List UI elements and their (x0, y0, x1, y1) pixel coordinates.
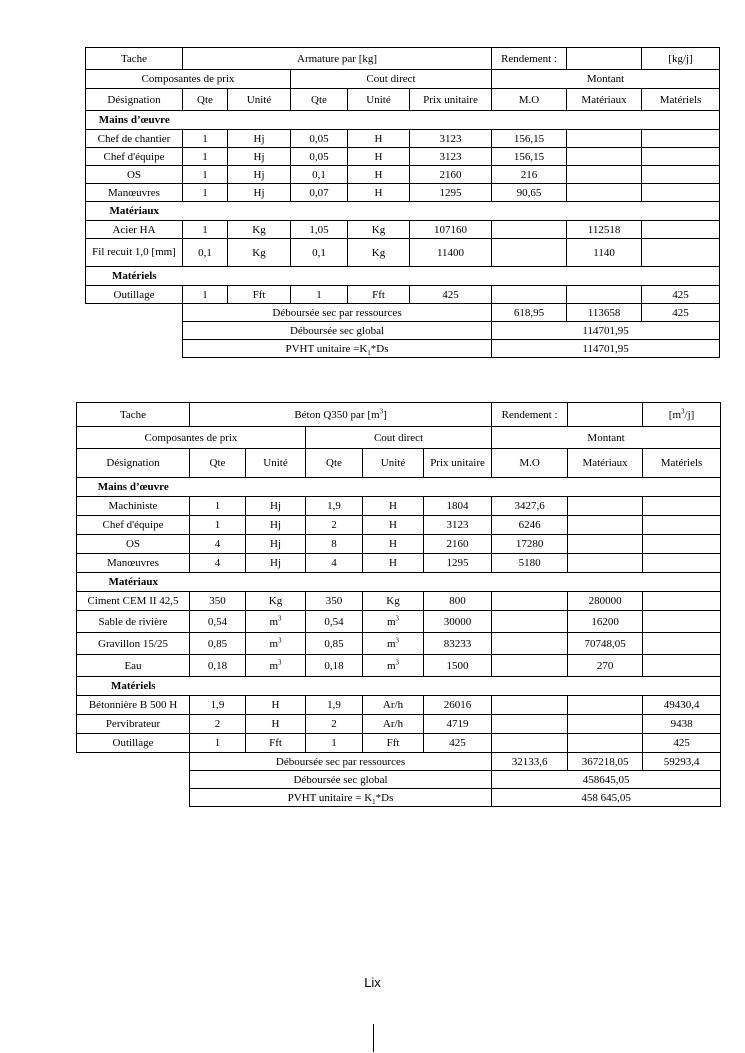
cell-prix-unitaire: 1804 (424, 497, 492, 516)
cell-mo: 5180 (492, 554, 568, 573)
cell-unite-2: H (348, 166, 410, 184)
cell-qte: 4 (190, 535, 246, 554)
table-row (77, 696, 721, 715)
cell-materiaux (567, 286, 642, 304)
cell-designation: Gravillon 15/25 (77, 633, 190, 655)
cell-mo (492, 715, 568, 734)
cell-unite-2: H (363, 554, 424, 573)
cell-unite: Fft (228, 286, 291, 304)
blank-cell (86, 340, 183, 358)
cell-qte: 1,9 (190, 696, 246, 715)
cell-unite: $m^3$ (246, 633, 306, 655)
cell-materiaux: 70748,05 (568, 633, 643, 655)
cell-qte-2: 0,05 (291, 148, 348, 166)
cell-mo (492, 655, 568, 677)
cell-mo: 90,65 (492, 184, 567, 202)
cell-materiaux: 112518 (567, 221, 642, 239)
cell-materiaux (568, 715, 643, 734)
rendement-value (568, 403, 643, 427)
group-header-row (77, 427, 721, 449)
col-unite: Unité (228, 89, 291, 111)
col-unite: Unité (246, 449, 306, 478)
cell-materiaux (567, 148, 642, 166)
col-materiaux: Matériaux (568, 449, 643, 478)
table-row (86, 130, 720, 148)
group-header-row (86, 70, 720, 89)
section-title: Mains d’œuvre (86, 111, 183, 130)
table-row (86, 184, 720, 202)
cell-designation: Acier HA (86, 221, 183, 239)
cell-qte-2: 8 (306, 535, 363, 554)
cell-materiels: 9438 (643, 715, 721, 734)
table-row (77, 497, 721, 516)
cell-designation: Ciment CEM II 42,5 (77, 592, 190, 611)
cell-unite: Kg (246, 592, 306, 611)
col-materiaux: Matériaux (567, 89, 642, 111)
table-row (86, 286, 720, 304)
cell-unite: Kg (228, 221, 291, 239)
cell-qte-2: 0,18 (306, 655, 363, 677)
ressources-materiels: 59293,4 (643, 753, 721, 771)
cell-unite-2: $m^3$ (363, 655, 424, 677)
ressources-materiaux: 113658 (567, 304, 642, 322)
cell-materiels (643, 497, 721, 516)
composantes-header: Composantes de prix (86, 70, 291, 89)
col-mo: M.O (492, 89, 567, 111)
cell-designation: Outillage (86, 286, 183, 304)
cell-materiels (643, 554, 721, 573)
cell-materiaux (568, 535, 643, 554)
cell-designation: Chef de chantier (86, 130, 183, 148)
cell-qte-2: 4 (306, 554, 363, 573)
cell-qte: 1 (183, 184, 228, 202)
section-row (77, 677, 721, 696)
cell-designation: Sable de rivière (77, 611, 190, 633)
col-qte-2: Qte (306, 449, 363, 478)
section-title: Mains d’œuvre (77, 478, 190, 497)
armature-price-table (85, 47, 720, 358)
cout-direct-header: Cout direct (306, 427, 492, 449)
cell-unite-2: H (348, 130, 410, 148)
section-fill (190, 573, 721, 592)
pvht-row (77, 789, 721, 807)
global-value: 114701,95 (492, 322, 720, 340)
cell-prix-unitaire: 30000 (424, 611, 492, 633)
cell-designation: OS (86, 166, 183, 184)
cell-qte-2: 0,85 (306, 633, 363, 655)
cell-mo (492, 611, 568, 633)
global-value: 458645,05 (492, 771, 721, 789)
cell-unite-2: H (348, 148, 410, 166)
ressources-label: Déboursée sec par ressources (183, 304, 492, 322)
cell-qte-2: 2 (306, 715, 363, 734)
cell-materiaux: 270 (568, 655, 643, 677)
ressources-total-row (77, 753, 721, 771)
cell-prix-unitaire: 83233 (424, 633, 492, 655)
task-value: Armature par [kg] (183, 48, 492, 70)
cell-materiaux (567, 184, 642, 202)
blank-cell (77, 789, 190, 807)
cell-mo (492, 734, 568, 753)
cell-prix-unitaire: 800 (424, 592, 492, 611)
cell-unite-2: H (348, 184, 410, 202)
cell-materiaux (567, 166, 642, 184)
cell-unite-2: Fft (348, 286, 410, 304)
cell-designation: Fil recuit 1,0 [mm] (86, 239, 183, 267)
cell-mo (492, 633, 568, 655)
cell-qte-2: 2 (306, 516, 363, 535)
montant-header: Montant (492, 70, 720, 89)
cell-materiels (643, 611, 721, 633)
table-row (77, 734, 721, 753)
cell-unite-2: Fft (363, 734, 424, 753)
cell-unite: $m^3$ (246, 611, 306, 633)
cell-unite: Fft (246, 734, 306, 753)
col-qte-2: Qte (291, 89, 348, 111)
cell-prix-unitaire: 107160 (410, 221, 492, 239)
col-prix-unitaire: Prix unitaire (410, 89, 492, 111)
cell-unite: H (246, 715, 306, 734)
cell-unite-2: Kg (348, 239, 410, 267)
col-unite-2: Unité (348, 89, 410, 111)
table-row (77, 611, 721, 633)
rendement-label: Rendement : (492, 48, 567, 70)
cell-unite-2: Kg (363, 592, 424, 611)
cell-materiels: 425 (642, 286, 720, 304)
pvht-value: 458 645,05 (492, 789, 721, 807)
cell-unite: Hj (228, 184, 291, 202)
cell-mo: 3427,6 (492, 497, 568, 516)
cell-qte-2: 350 (306, 592, 363, 611)
cell-unite: Hj (246, 497, 306, 516)
task-label: Tache (86, 48, 183, 70)
cell-mo: 6246 (492, 516, 568, 535)
task-label: Tache (77, 403, 190, 427)
cell-unite-2: $m^3$ (363, 611, 424, 633)
ressources-label: Déboursée sec par ressources (190, 753, 492, 771)
section-row (77, 478, 721, 497)
cell-unite: Hj (228, 166, 291, 184)
cell-qte-2: 1,05 (291, 221, 348, 239)
cell-materiaux (568, 516, 643, 535)
cell-prix-unitaire: 4719 (424, 715, 492, 734)
ressources-mo: 618,95 (492, 304, 567, 322)
cell-materiels (643, 655, 721, 677)
cell-prix-unitaire: 2160 (410, 166, 492, 184)
cell-materiels (643, 592, 721, 611)
cell-qte-2: 0,54 (306, 611, 363, 633)
cell-qte: 350 (190, 592, 246, 611)
cell-designation: Chef d'équipe (77, 516, 190, 535)
rendement-unit: $[m^3/j]$ (643, 403, 721, 427)
cell-prix-unitaire: 2160 (424, 535, 492, 554)
cell-designation: Machiniste (77, 497, 190, 516)
table-row (77, 554, 721, 573)
cell-mo (492, 696, 568, 715)
cell-unite: Kg (228, 239, 291, 267)
rendement-label: Rendement : (492, 403, 568, 427)
cell-prix-unitaire: 3123 (410, 148, 492, 166)
cell-unite-2: H (363, 497, 424, 516)
section-title: Matériels (77, 677, 190, 696)
column-header-row (77, 449, 721, 478)
table-row (77, 655, 721, 677)
cell-qte-2: 0,07 (291, 184, 348, 202)
pvht-label: PVHT unitaire $=K_1*Ds$ (183, 340, 492, 358)
cell-qte: 1 (183, 286, 228, 304)
cell-materiels (642, 130, 720, 148)
cout-direct-header: Cout direct (291, 70, 492, 89)
rendement-unit: [kg/j] (642, 48, 720, 70)
cell-unite: Hj (246, 535, 306, 554)
footer-divider (373, 1024, 374, 1052)
pvht-label: PVHT unitaire = $K_1*Ds$ (190, 789, 492, 807)
cell-unite: Hj (228, 130, 291, 148)
cell-materiels (642, 184, 720, 202)
cell-unite: H (246, 696, 306, 715)
blank-cell (86, 322, 183, 340)
cell-unite: Hj (246, 516, 306, 535)
table-row (86, 166, 720, 184)
col-qte: Qte (183, 89, 228, 111)
ressources-materiaux: 367218,05 (568, 753, 643, 771)
cell-qte: 4 (190, 554, 246, 573)
section-row (86, 202, 720, 221)
cell-qte: 0,54 (190, 611, 246, 633)
col-mo: M.O (492, 449, 568, 478)
cell-mo (492, 286, 567, 304)
cell-qte-2: 1,9 (306, 497, 363, 516)
cell-materiaux (568, 497, 643, 516)
cell-qte: 0,18 (190, 655, 246, 677)
cell-qte-2: 1,9 (306, 696, 363, 715)
pvht-row (86, 340, 720, 358)
section-fill (190, 478, 721, 497)
cell-materiels (643, 535, 721, 554)
section-fill (190, 677, 721, 696)
cell-mo: 156,15 (492, 130, 567, 148)
cell-mo: 17280 (492, 535, 568, 554)
cell-materiaux (568, 554, 643, 573)
cell-designation: Manœuvres (86, 184, 183, 202)
cell-prix-unitaire: 1295 (424, 554, 492, 573)
cell-qte-2: 0,1 (291, 239, 348, 267)
cell-unite-2: H (363, 535, 424, 554)
global-label: Déboursée sec global (190, 771, 492, 789)
col-unite-2: Unité (363, 449, 424, 478)
cell-materiels: 49430,4 (643, 696, 721, 715)
table-row (86, 239, 720, 267)
cell-qte-2: 1 (291, 286, 348, 304)
beton-price-table (76, 402, 721, 807)
cell-qte-2: 0,05 (291, 130, 348, 148)
section-row (86, 267, 720, 286)
cell-materiaux: 1140 (567, 239, 642, 267)
cell-qte: 2 (190, 715, 246, 734)
cell-materiels: 425 (643, 734, 721, 753)
cell-materiaux (567, 130, 642, 148)
global-total-row (86, 322, 720, 340)
col-qte: Qte (190, 449, 246, 478)
cell-designation: Bétonnière B 500 H (77, 696, 190, 715)
ressources-total-row (86, 304, 720, 322)
cell-qte: 1 (190, 497, 246, 516)
cell-materiaux: 16200 (568, 611, 643, 633)
pvht-value: 114701,95 (492, 340, 720, 358)
section-row (86, 111, 720, 130)
cell-mo: 156,15 (492, 148, 567, 166)
cell-unite-2: Kg (348, 221, 410, 239)
cell-qte: 1 (190, 516, 246, 535)
cell-unite: $m^3$ (246, 655, 306, 677)
cell-unite: Hj (246, 554, 306, 573)
cell-materiels (643, 516, 721, 535)
section-fill (183, 267, 720, 286)
cell-prix-unitaire: 11400 (410, 239, 492, 267)
rendement-value (567, 48, 642, 70)
table-row (77, 715, 721, 734)
section-title: Matériels (86, 267, 183, 286)
cell-qte: 0,85 (190, 633, 246, 655)
cell-qte: 1 (190, 734, 246, 753)
cell-qte: 0,1 (183, 239, 228, 267)
table-row (86, 221, 720, 239)
cell-prix-unitaire: 1500 (424, 655, 492, 677)
cell-prix-unitaire: 425 (424, 734, 492, 753)
cell-prix-unitaire: 26016 (424, 696, 492, 715)
col-materiels: Matériels (643, 449, 721, 478)
cell-designation: OS (77, 535, 190, 554)
cell-unite-2: $m^3$ (363, 633, 424, 655)
cell-unite-2: H (363, 516, 424, 535)
cell-mo (492, 221, 567, 239)
cell-materiaux (568, 734, 643, 753)
col-prix-unitaire: Prix unitaire (424, 449, 492, 478)
section-fill (183, 202, 720, 221)
cell-prix-unitaire: 3123 (410, 130, 492, 148)
cell-materiels (643, 633, 721, 655)
cell-qte: 1 (183, 221, 228, 239)
ressources-mo: 32133,6 (492, 753, 568, 771)
col-designation: Désignation (86, 89, 183, 111)
cell-materiels (642, 148, 720, 166)
col-designation: Désignation (77, 449, 190, 478)
cell-materiaux: 280000 (568, 592, 643, 611)
cell-mo: 216 (492, 166, 567, 184)
cell-materiels (642, 239, 720, 267)
cell-designation: Eau (77, 655, 190, 677)
table-row (77, 516, 721, 535)
table-row (77, 633, 721, 655)
col-materiels: Matériels (642, 89, 720, 111)
cell-qte: 1 (183, 130, 228, 148)
section-title: Matériaux (77, 573, 190, 592)
cell-materiels (642, 166, 720, 184)
task-row (86, 48, 720, 70)
blank-cell (77, 771, 190, 789)
cell-qte: 1 (183, 166, 228, 184)
montant-header: Montant (492, 427, 721, 449)
cell-qte-2: 0,1 (291, 166, 348, 184)
cell-materiels (642, 221, 720, 239)
cell-designation: Pervibrateur (77, 715, 190, 734)
cell-unite: Hj (228, 148, 291, 166)
table-row (77, 535, 721, 554)
global-total-row (77, 771, 721, 789)
cell-designation: Manœuvres (77, 554, 190, 573)
ressources-materiels: 425 (642, 304, 720, 322)
composantes-header: Composantes de prix (77, 427, 306, 449)
cell-mo (492, 592, 568, 611)
cell-prix-unitaire: 3123 (424, 516, 492, 535)
table-row (86, 148, 720, 166)
section-title: Matériaux (86, 202, 183, 221)
cell-designation: Outillage (77, 734, 190, 753)
cell-qte-2: 1 (306, 734, 363, 753)
cell-prix-unitaire: 425 (410, 286, 492, 304)
cell-qte: 1 (183, 148, 228, 166)
task-row (77, 403, 721, 427)
cell-unite-2: Ar/h (363, 715, 424, 734)
cell-materiaux (568, 696, 643, 715)
global-label: Déboursée sec global (183, 322, 492, 340)
column-header-row (86, 89, 720, 111)
table-row (77, 592, 721, 611)
section-fill (183, 111, 720, 130)
blank-cell (86, 304, 183, 322)
cell-mo (492, 239, 567, 267)
cell-designation: Chef d'équipe (86, 148, 183, 166)
page-number: Lix (364, 975, 381, 990)
cell-prix-unitaire: 1295 (410, 184, 492, 202)
cell-unite-2: Ar/h (363, 696, 424, 715)
section-row (77, 573, 721, 592)
blank-cell (77, 753, 190, 771)
task-value: Béton Q350 par $[m^3]$ (190, 403, 492, 427)
